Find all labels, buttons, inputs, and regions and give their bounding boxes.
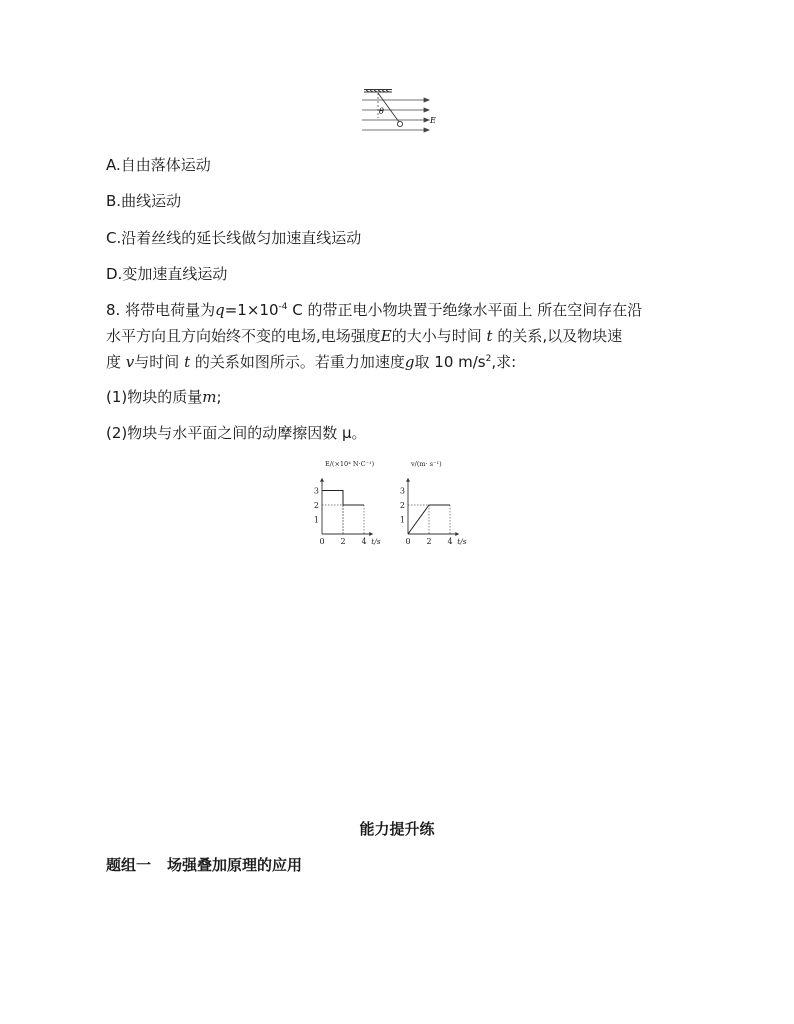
option-text: 自由落体运动 [120,156,211,174]
q8-text: 将带电荷量为 [125,301,216,319]
ceiling-hatch [364,90,392,93]
q8-sub-1 [106,387,222,407]
y-tick-label: 2 [399,501,405,510]
field-label: E [430,116,436,125]
option-text: 变加速直线运动 [122,265,228,283]
q8-text: 与时间 [134,353,180,371]
option-letter: C. [106,229,122,247]
group-label: 题组一 [106,856,152,874]
option-letter: A. [106,156,121,174]
y-axis-arrow [406,478,410,482]
x-tick-label: 0 [405,537,411,546]
exponent: 2 [485,354,492,364]
y-tick-label: 1 [399,515,405,525]
x-tick-label: 0 [319,537,325,546]
g-symbol: g [404,353,415,371]
q8-text: (1)物块的质量 [106,388,203,406]
q8-text: =1×10 [224,301,279,319]
option-d [106,264,227,284]
y-tick-label: 3 [313,486,319,496]
option-text: 沿着丝线的延长线做匀加速直线运动 [121,229,362,247]
q8-line-3 [106,352,516,372]
e-symbol: E [380,327,392,345]
y-tick-label: 1 [313,515,319,525]
q8-line-2 [106,326,622,346]
x-axis-arrow [369,532,373,536]
x-axis-label: t/s [457,537,467,546]
y-axis-arrow [320,478,324,482]
x-axis-arrow [455,532,459,536]
group-title: 场强叠加原理的应用 [167,856,303,874]
option-a [106,155,211,175]
y-tick-label: 3 [399,486,405,496]
option-text: 曲线运动 [121,192,182,210]
section-title: 能力提升练 [359,820,435,838]
x-tick-label: 2 [340,537,346,546]
q8-text: C 的带正电小物块置于绝缘水平面上 所在空间存在沿 [287,301,643,319]
t-symbol: t [184,353,191,371]
q8-text: 度 [106,353,122,371]
question-group-heading [106,855,302,875]
v-t-chart [396,458,480,546]
field-lines [362,98,429,132]
y-tick-label: 2 [313,501,319,510]
q8-text: 水平方向且方向始终不变的电场,电场强度 [106,327,381,345]
q8-text: (2)物块与水平面之间的动摩擦因数 μ。 [106,424,367,442]
q8-text: ; [216,388,222,406]
q8-text: 的大小与时间 [391,327,482,345]
question-number: 8. [106,301,121,319]
option-letter: B. [106,192,122,210]
y-axis-label: v/(m· s⁻¹) [411,460,442,468]
m-symbol: m [202,388,217,406]
x-tick-label: 4 [447,537,453,546]
pendulum-field-figure [358,88,438,134]
q8-line-1 [106,300,642,320]
q8-text: 的关系如图所示。若重力加速度 [194,353,405,371]
option-c [106,228,361,248]
q8-sub-2 [106,423,367,443]
q8-text: 的关系,以及物块速 [497,327,623,345]
x-tick-label: 4 [361,537,367,546]
y-axis-label: E/(×10⁴ N·C⁻¹) [325,460,375,468]
t-symbol: t [486,327,493,345]
x-axis-label: t/s [371,537,381,546]
exponent: -4 [278,302,288,312]
q8-text: ,求: [491,353,517,371]
x-tick-label: 2 [426,537,432,546]
option-letter: D. [106,265,123,283]
theta-label: θ [379,107,384,116]
q-symbol: q [215,301,225,319]
charged-ball [397,121,402,126]
q8-text: 取 10 m/s [414,353,486,371]
e-t-chart [306,458,400,546]
option-b [106,191,181,211]
v-symbol: v [125,353,135,371]
series-line [322,491,364,506]
